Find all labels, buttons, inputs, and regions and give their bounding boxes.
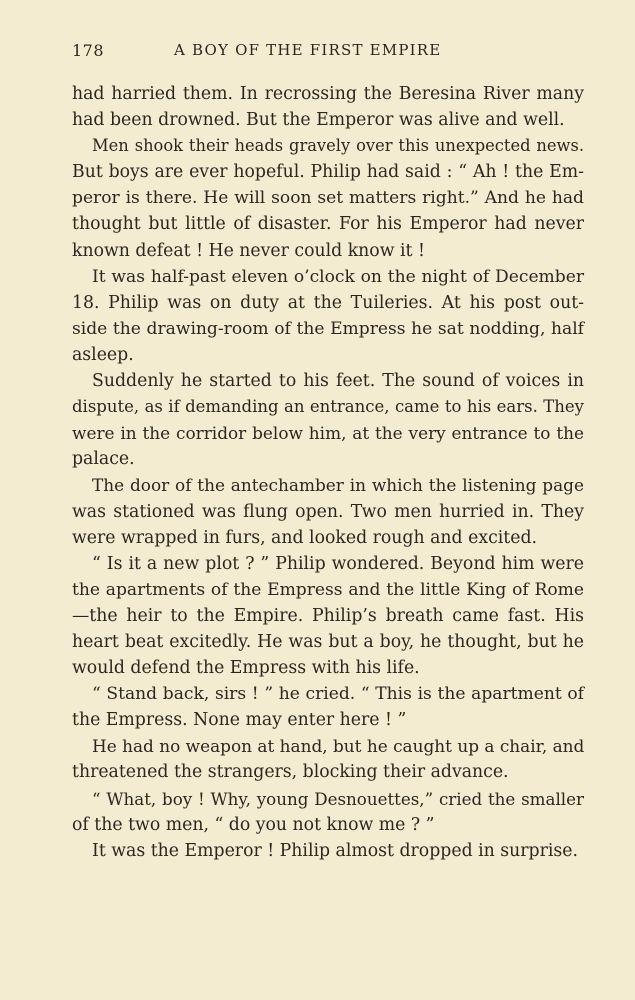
text-line: 18. Philip was on duty at the Tuileries. At his post out- [72, 292, 584, 313]
text-line: side the drawing-room of the Empress he sat nodding, half [72, 318, 584, 339]
paragraph-first-line: It was the Emperor ! Philip almost dropped in surprise. [92, 840, 578, 861]
text-line: dispute, as if demanding an entrance, came to his ears. They [72, 397, 584, 417]
text-line: thought but little of disaster. For his Emperor had never [72, 214, 584, 235]
text-line: was stationed was flung open. Two men hurried in. They [72, 501, 584, 522]
text-line: asleep. [72, 344, 134, 365]
body-text [72, 81, 584, 864]
paragraph-first-line: “ Is it a new plot ? ” Philip wondered. Beyond him were [92, 553, 584, 574]
running-title: A BOY OF THE FIRST EMPIRE [174, 41, 442, 59]
text-line: the apartments of the Empress and the little King of Rome [72, 579, 584, 600]
page-number: 178 [72, 41, 105, 60]
text-line: heart beat excitedly. He was but a boy, he thought, but he [72, 631, 584, 652]
paragraph-first-line: The door of the antechamber in which the listening page [92, 475, 584, 496]
text-line: were wrapped in furs, and looked rough and excited. [72, 527, 538, 548]
text-line: But boys are ever hopeful. Philip had said : “ Ah ! the Em- [72, 162, 584, 183]
paragraph-first-line: It was half-past eleven o’clock on the night of December [92, 266, 584, 287]
paragraph-first-line: “ Stand back, sirs ! ” he cried. “ This is the apartment of [92, 684, 584, 705]
paragraph-first-line: Suddenly he started to his feet. The sound of voices in [92, 371, 584, 392]
text-line: had harried them. In recrossing the Beresina River many [72, 84, 584, 104]
text-line: peror is there. He will soon set matters right.” And he had [72, 188, 584, 209]
running-head [72, 41, 587, 65]
text-line: had been drowned. But the Emperor was alive and well. [72, 110, 565, 131]
text-line: of the two men, “ do you not know me ? ” [72, 814, 435, 835]
paragraph-first-line: He had no weapon at hand, but he caught up a chair, and [92, 736, 585, 757]
text-line: the Empress. None may enter here ! ” [72, 710, 407, 731]
text-line: known defeat ! He never could know it ! [72, 240, 425, 261]
text-line: palace. [72, 449, 135, 470]
text-line: were in the corridor below him, at the very entrance to the [72, 423, 584, 444]
text-line: —the heir to the Empire. Philip’s breath came fast. His [72, 605, 584, 626]
text-line: would defend the Empress with his life. [72, 658, 420, 679]
text-line: threatened the strangers, blocking their advance. [72, 762, 509, 783]
paragraph-first-line: “ What, boy ! Why, young Desnouettes,” cried the smaller [92, 788, 584, 809]
paragraph-first-line: Men shook their heads gravely over this unexpected news. [92, 136, 584, 156]
